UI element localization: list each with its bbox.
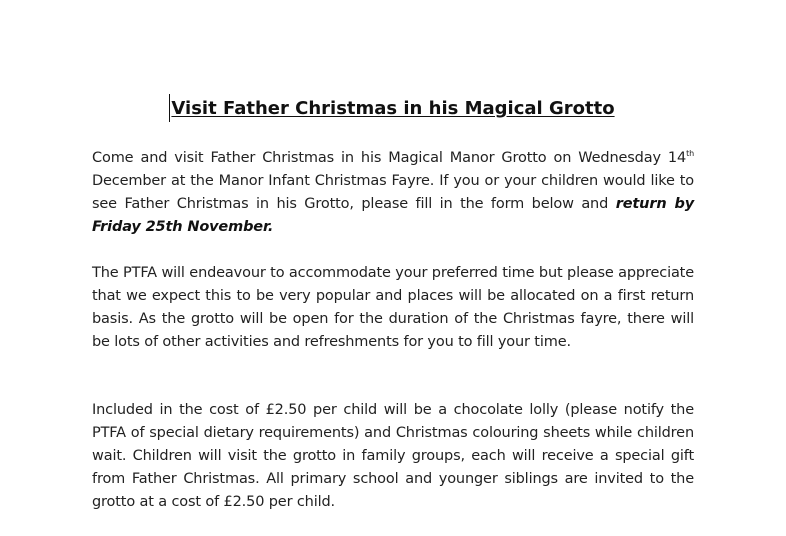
paragraph-1-text-a: Come and visit Father Christmas in his Magical Manor Grotto on Wednesday 14 <box>92 150 687 166</box>
paragraph-grotto-invite[interactable] <box>92 147 694 239</box>
date-ordinal-suffix: th <box>686 149 694 159</box>
title-container <box>0 96 786 122</box>
paragraph-1-text-b: December at the Manor Infant Christmas Fayre. If you or your children would like to see Father Christmas in his Grotto, please fill in the form below and <box>92 173 694 212</box>
return-deadline: return by Friday 25th November. <box>92 196 694 235</box>
document-title-text: Visit Father Christmas in his Magical Grotto <box>171 98 615 119</box>
text-cursor <box>169 94 170 122</box>
document-title[interactable] <box>171 96 614 122</box>
paragraph-booking-info[interactable]: The PTFA will endeavour to accommodate your preferred time but please appreciate that we expect this to be very popular and places will be allocated on a first return basis. As the grotto will be open for the duration of the Christmas fayre, there will be lots of other activities and refreshments for you to fill your time. <box>92 265 694 350</box>
paragraph-cost-info[interactable]: Included in the cost of £2.50 per child will be a chocolate lolly (please notify the PTFA of special dietary requirements) and Christmas colouring sheets while children wait. Children will visit the grotto in family groups, each will receive a special gift from Father Christmas. All primary school and younger siblings are invited to the grotto at a cost of £2.50 per child. <box>92 402 694 510</box>
